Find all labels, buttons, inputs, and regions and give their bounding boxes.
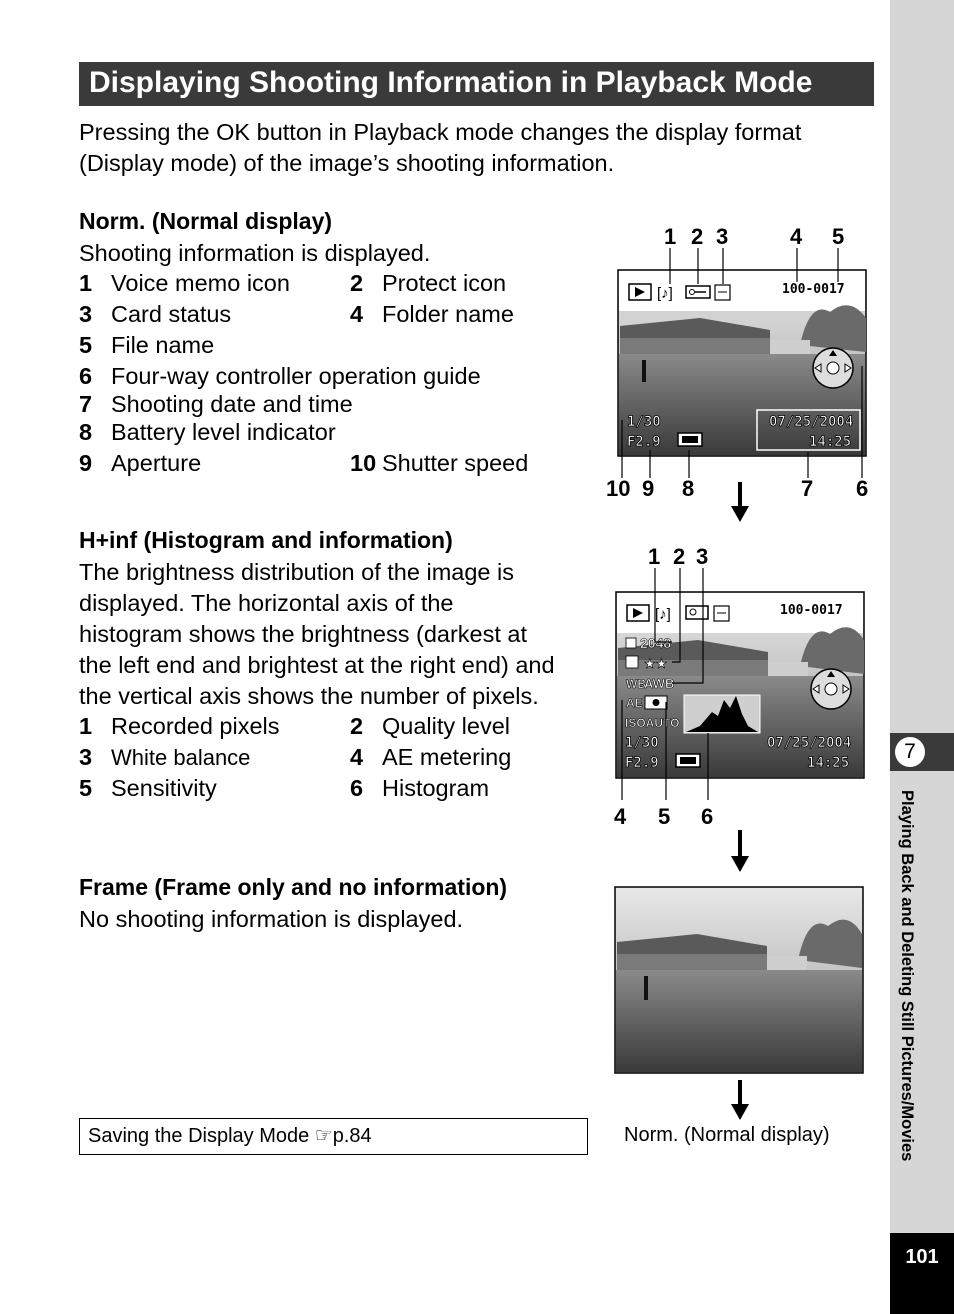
callout-8: 8 [682, 476, 695, 501]
callout-3: 3 [696, 544, 709, 569]
aperture: F2.9 [625, 755, 659, 771]
callout-1: 1 [664, 224, 677, 249]
card-status-icon [715, 285, 730, 300]
list-item: 5 File name [79, 332, 215, 358]
normal-heading: Norm. (Normal display) [79, 208, 333, 234]
intro-line-1: Pressing the OK button in Playback mode changes the display format [79, 119, 802, 145]
white-balance: AWB [644, 676, 675, 691]
voice-memo-icon: [♪] [655, 606, 671, 623]
shutter-speed: 1/30 [627, 414, 661, 430]
arrow-down-icon [731, 830, 749, 872]
list-item: 3 White balance [79, 744, 251, 770]
list-item: 2 Protect icon [350, 270, 507, 296]
callout-9: 9 [642, 476, 655, 501]
callout-10: 10 [606, 476, 631, 501]
histogram-desc: The brightness distribution of the image is displayed. The horizontal axis of the histogram shows the brightness (darkest at the left end and brightest at the right end) and the vertical axis shows the number of pixels. [79, 559, 555, 709]
voice-memo-icon: [♪] [657, 285, 673, 302]
aperture: F2.9 [627, 434, 661, 450]
callout-6: 6 [701, 804, 714, 829]
histogram-heading: H+inf (Histogram and information) [79, 527, 453, 553]
callout-4: 4 [614, 804, 627, 829]
list-item: 1 Recorded pixels [79, 713, 280, 739]
sensitivity: ISOAUTO [625, 716, 680, 730]
folder-file-name: 100-0017 [780, 603, 843, 618]
ae-label: AE [626, 696, 643, 710]
screen-frame [615, 887, 863, 1073]
frame-heading: Frame (Frame only and no information) [79, 874, 508, 900]
card-status-icon [714, 606, 729, 621]
intro-paragraph [79, 117, 879, 179]
reference-text: Saving the Display Mode [88, 1125, 310, 1147]
shooting-date: 07/25/2004 [767, 735, 852, 751]
screen-histogram [616, 592, 864, 778]
callout-5: 5 [832, 224, 845, 249]
callout-3: 3 [716, 224, 729, 249]
list-item: 6 Four-way controller operation guide [79, 363, 481, 389]
quality-level: ★★ [644, 656, 668, 671]
battery-icon [678, 433, 702, 446]
list-item: 10 Shutter speed [350, 450, 529, 476]
callout-6: 6 [856, 476, 869, 501]
page-title: Displaying Shooting Information in Playback Mode [79, 62, 874, 106]
folder-file-name: 100-0017 [782, 282, 845, 297]
list-item: 4 AE metering [350, 744, 512, 770]
protect-icon [686, 606, 708, 619]
cycle-caption: Norm. (Normal display) [624, 1124, 830, 1146]
shooting-time: 14:25 [809, 434, 852, 450]
four-way-guide-icon [813, 348, 853, 388]
callout-7: 7 [801, 476, 814, 501]
shooting-date: 07/25/2004 [769, 414, 854, 430]
normal-desc: Shooting information is displayed. [79, 240, 431, 266]
playback-icon [629, 284, 651, 300]
callout-1: 1 [648, 544, 661, 569]
list-item: 2 Quality level [350, 713, 510, 739]
playback-icon [627, 605, 649, 621]
list-item: 7 Shooting date and time [79, 391, 353, 417]
wb-label: WB [626, 677, 646, 691]
chapter-label: Playing Back and Deleting Still Pictures/Movies [898, 790, 916, 1162]
callout-5: 5 [658, 804, 671, 829]
four-way-guide-icon [811, 669, 851, 709]
page-number: 101 [890, 1233, 954, 1314]
display-modes-diagram [590, 220, 880, 1130]
list-item: 3 Card status [79, 301, 232, 327]
callout-2: 2 [691, 224, 704, 249]
list-item: 1 Voice memo icon [79, 270, 290, 296]
arrow-down-icon [731, 1080, 749, 1120]
list-item: 6 Histogram [350, 775, 490, 801]
reference-page: ☞p.84 [314, 1125, 372, 1147]
recorded-pixels: 2048 [640, 635, 672, 651]
shutter-speed: 1/30 [625, 735, 659, 751]
protect-icon [686, 286, 710, 298]
ae-metering-icon [645, 696, 667, 709]
pixels-icon [626, 638, 636, 648]
list-item: 9 Aperture [79, 450, 202, 476]
screen-normal [618, 270, 866, 456]
histogram-graph [684, 695, 760, 733]
list-item: 8 Battery level indicator [79, 419, 336, 445]
intro-line-2: (Display mode) of the image’s shooting information. [79, 150, 615, 176]
battery-icon [676, 754, 700, 767]
arrow-down-icon [731, 482, 749, 522]
list-item: 5 Sensitivity [79, 775, 217, 801]
frame-desc: No shooting information is displayed. [79, 906, 464, 932]
callout-2: 2 [673, 544, 686, 569]
reference-box [79, 1118, 588, 1155]
quality-icon [626, 656, 638, 668]
chapter-number: 7 [895, 737, 925, 767]
list-item: 4 Folder name [350, 301, 514, 327]
callout-4: 4 [790, 224, 803, 249]
shooting-time: 14:25 [807, 755, 850, 771]
